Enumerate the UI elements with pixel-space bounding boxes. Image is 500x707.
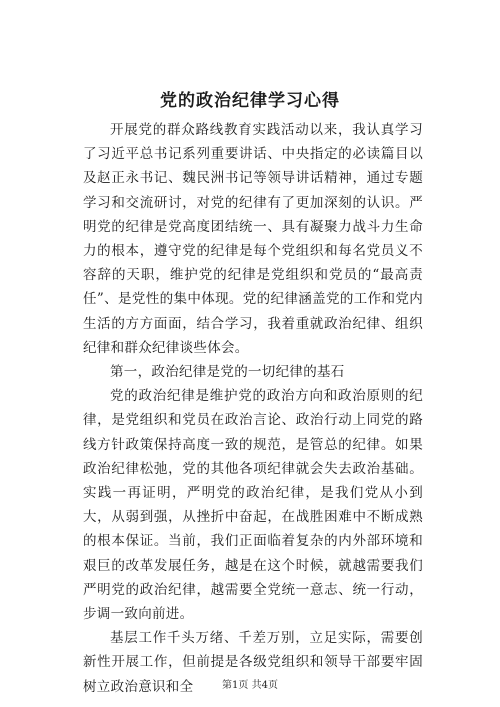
page-number: 第1页 共4页 — [222, 680, 278, 691]
paragraph-intro: 开展党的群众路线教育实践活动以来，我认真学习了习近平总书记系列重要讲话、中央指定的必读篇目以及赵正永书记、魏民洲书记等领导讲话精神，通过专题学习和交流研讨，对党的纪律有了更加深刻的认识。严明党的纪律是党高度团结统一、具有凝聚力战斗力生命力的根本，遵守党的纪律是每个党组织和每名党员义不容辞的天职，维护党的纪律是党组织和党员的“最高责任”、是党性的集中体现。党的纪律涵盖党的工作和党内生活的方方面面，结合学习，我着重就政治纪律、组织纪律和群众纪律谈些体会。 — [83, 122, 423, 356]
document-body — [83, 118, 423, 699]
section-heading-political-discipline: 第一，政治纪律是党的一切纪律的基石 — [110, 364, 345, 381]
paragraph-grassroots-work: 基层工作千头万绪、千差万别，立足实际，需要创新性开展工作，但前提是各级党组织和领导干部要牢固树立政治意识和全 — [83, 630, 423, 695]
document-title: 党的政治纪律学习心得 — [160, 91, 340, 111]
paragraph-political-discipline: 党的政治纪律是维护党的政治方向和政治原则的纪律，是党组织和党员在政治言论、政治行动上同党的路线方针政策保持高度一致的规范，是管总的纪律。如果政治纪律松弛，党的其他各项纪律就会失去政治基础。实践一再证明，严明党的政治纪律，是我们党从小到大，从弱到强，从挫折中奋起，在战胜困难中不断成熟的根本保证。当前，我们正面临着复杂的内外部环境和艰巨的改革发展任务，越是在这个时候，就越需要我们严明党的政治纪律，越需要全党统一意志、统一行动，步调一致向前进。 — [83, 388, 423, 623]
